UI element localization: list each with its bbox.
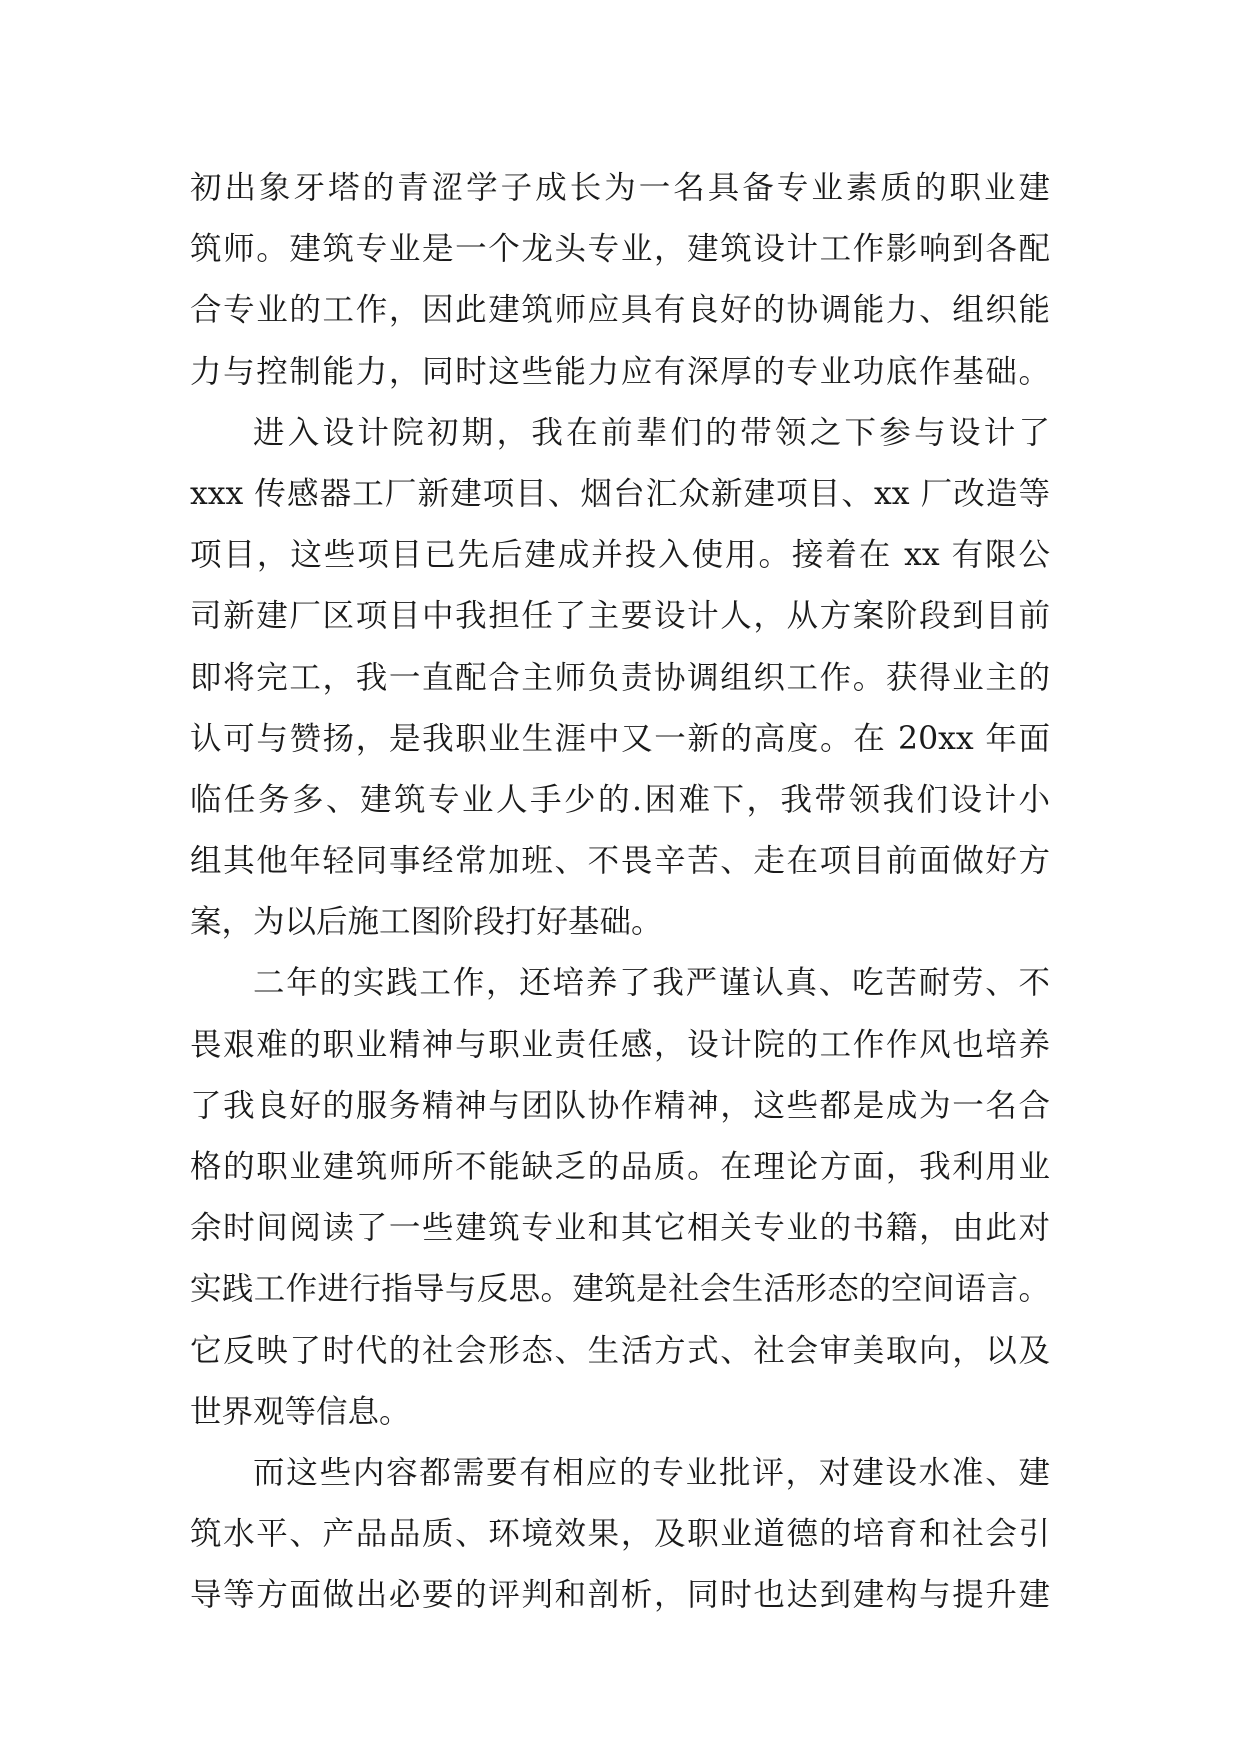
text-line: 余时间阅读了一些建筑专业和其它相关专业的书籍，由此对 <box>190 1210 1050 1247</box>
text-line: 它反映了时代的社会形态、生活方式、社会审美取向，以及 <box>190 1332 1050 1369</box>
paragraph-first-line: 而这些内容都需要有相应的专业批评，对建设水准、建 <box>253 1454 1050 1491</box>
text-line: 格的职业建筑师所不能缺乏的品质。在理论方面，我利用业 <box>190 1149 1050 1185</box>
text-line: 即将完工，我一直配合主师负责协调组织工作。获得业主的 <box>190 659 1050 696</box>
text-line: 实践工作进行指导与反思。建筑是社会生活形态的空间语言。 <box>190 1271 1050 1308</box>
body-text <box>190 158 1050 1627</box>
paragraph-last-line: 案，为以后施工图阶段打好基础。 <box>190 904 663 941</box>
text-line: 认可与赞扬，是我职业生涯中又一新的高度。在 20xx 年面 <box>190 720 1050 757</box>
text-line: 项目，这些项目已先后建成并投入使用。接着在 xx 有限公 <box>190 537 1050 574</box>
paragraph-first-line: 进入设计院初期，我在前辈们的带领之下参与设计了 <box>253 414 1050 451</box>
text-line: 临任务多、建筑专业人手少的.困难下，我带领我们设计小 <box>190 781 1050 818</box>
text-line: 筑师。建筑专业是一个龙头专业，建筑设计工作影响到各配 <box>190 231 1050 268</box>
paragraph-last-line: 世界观等信息。 <box>190 1393 411 1430</box>
text-line: 筑水平、产品品质、环境效果，及职业道德的培育和社会引 <box>190 1516 1050 1553</box>
text-line: xxx 传感器工厂新建项目、烟台汇众新建项目、xx 厂改造等 <box>190 475 1050 512</box>
text-line: 司新建厂区项目中我担任了主要设计人，从方案阶段到目前 <box>190 598 1050 635</box>
text-line: 导等方面做出必要的评判和剖析，同时也达到建构与提升建 <box>190 1577 1050 1614</box>
text-line: 了我良好的服务精神与团队协作精神，这些都是成为一名合 <box>190 1087 1050 1124</box>
paragraph-first-line: 二年的实践工作，还培养了我严谨认真、吃苦耐劳、不 <box>253 965 1050 1002</box>
text-line: 合专业的工作，因此建筑师应具有良好的协调能力、组织能 <box>190 292 1050 329</box>
text-line: 力与控制能力，同时这些能力应有深厚的专业功底作基础。 <box>190 353 1050 390</box>
text-line: 组其他年轻同事经常加班、不畏辛苦、走在项目前面做好方 <box>190 843 1050 880</box>
text-line: 初出象牙塔的青涩学子成长为一名具备专业素质的职业建 <box>190 170 1050 206</box>
text-line: 畏艰难的职业精神与职业责任感，设计院的工作作风也培养 <box>190 1026 1050 1063</box>
